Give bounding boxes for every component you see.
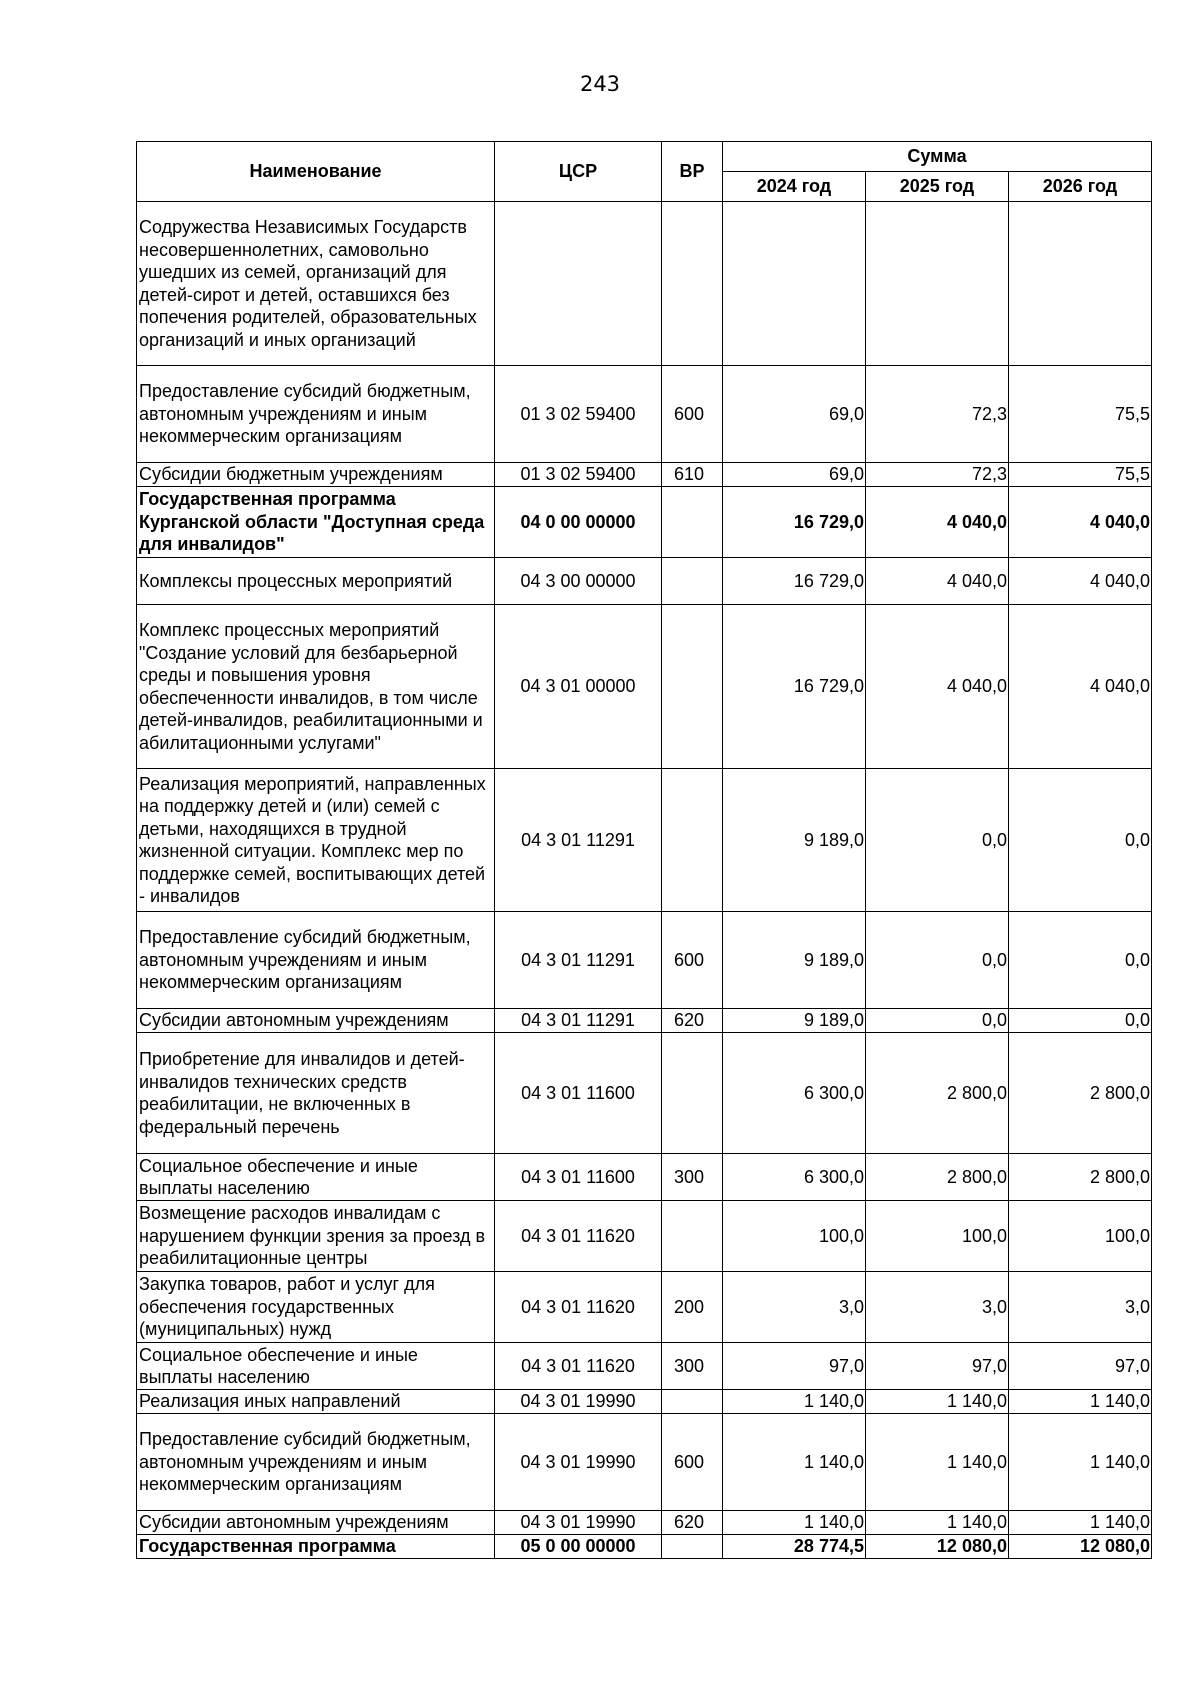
cell-2026: 100,0 xyxy=(1009,1201,1152,1272)
cell-name: Предоставление субсидий бюджетным, автономным учреждениям и иным некоммерческим организациям xyxy=(137,1414,495,1511)
header-csr: ЦСР xyxy=(495,142,662,202)
cell-vr: 610 xyxy=(662,463,723,487)
table-row xyxy=(137,1535,1152,1559)
cell-vr xyxy=(662,558,723,605)
header-year-2026: 2026 год xyxy=(1009,172,1152,202)
cell-2026: 2 800,0 xyxy=(1009,1033,1152,1154)
cell-csr: 04 3 01 11600 xyxy=(495,1033,662,1154)
table-row xyxy=(137,1154,1152,1201)
cell-vr xyxy=(662,769,723,912)
cell-2025: 1 140,0 xyxy=(866,1511,1009,1535)
cell-csr: 04 3 01 00000 xyxy=(495,605,662,769)
cell-2024: 100,0 xyxy=(723,1201,866,1272)
header-year-2025: 2025 год xyxy=(866,172,1009,202)
cell-2026: 97,0 xyxy=(1009,1343,1152,1390)
cell-2025: 97,0 xyxy=(866,1343,1009,1390)
cell-2025: 4 040,0 xyxy=(866,558,1009,605)
cell-2026: 75,5 xyxy=(1009,463,1152,487)
cell-2024: 1 140,0 xyxy=(723,1511,866,1535)
cell-name: Социальное обеспечение и иные выплаты населению xyxy=(137,1343,495,1390)
cell-2025: 100,0 xyxy=(866,1201,1009,1272)
cell-csr: 04 0 00 00000 xyxy=(495,487,662,558)
cell-vr xyxy=(662,1390,723,1414)
cell-2025: 4 040,0 xyxy=(866,605,1009,769)
table-row xyxy=(137,1511,1152,1535)
cell-2025: 4 040,0 xyxy=(866,487,1009,558)
cell-2026: 0,0 xyxy=(1009,1009,1152,1033)
cell-2025: 72,3 xyxy=(866,366,1009,463)
cell-name: Субсидии автономным учреждениям xyxy=(137,1511,495,1535)
table-row xyxy=(137,558,1152,605)
table-row xyxy=(137,366,1152,463)
cell-vr xyxy=(662,1201,723,1272)
cell-2026: 2 800,0 xyxy=(1009,1154,1152,1201)
cell-csr: 04 3 01 19990 xyxy=(495,1414,662,1511)
page-number: 243 xyxy=(579,72,621,96)
cell-csr xyxy=(495,202,662,366)
cell-vr: 300 xyxy=(662,1343,723,1390)
cell-name: Реализация иных направлений xyxy=(137,1390,495,1414)
cell-2024: 69,0 xyxy=(723,463,866,487)
cell-csr: 04 3 01 11620 xyxy=(495,1343,662,1390)
cell-2026: 0,0 xyxy=(1009,912,1152,1009)
cell-vr xyxy=(662,202,723,366)
cell-2026: 4 040,0 xyxy=(1009,605,1152,769)
cell-2025: 12 080,0 xyxy=(866,1535,1009,1559)
cell-csr: 05 0 00 00000 xyxy=(495,1535,662,1559)
cell-2024: 28 774,5 xyxy=(723,1535,866,1559)
cell-csr: 04 3 01 19990 xyxy=(495,1390,662,1414)
cell-vr: 600 xyxy=(662,1414,723,1511)
cell-vr: 620 xyxy=(662,1009,723,1033)
cell-2025: 3,0 xyxy=(866,1272,1009,1343)
cell-name: Реализация мероприятий, направленных на поддержку детей и (или) семей с детьми, находящихся в трудной жизненной ситуации. Комплекс мер по поддержке семей, воспитывающих детей - инвалидов xyxy=(137,769,495,912)
cell-csr: 04 3 01 11620 xyxy=(495,1201,662,1272)
table-row xyxy=(137,605,1152,769)
table-row xyxy=(137,487,1152,558)
cell-name: Государственная программа Курганской области "Доступная среда для инвалидов" xyxy=(137,487,495,558)
cell-name: Приобретение для инвалидов и детей-инвалидов технических средств реабилитации, не включенных в федеральный перечень xyxy=(137,1033,495,1154)
cell-2026: 4 040,0 xyxy=(1009,558,1152,605)
cell-2024: 1 140,0 xyxy=(723,1390,866,1414)
cell-name: Государственная программа xyxy=(137,1535,495,1559)
cell-2025: 0,0 xyxy=(866,912,1009,1009)
cell-csr: 04 3 01 11620 xyxy=(495,1272,662,1343)
cell-csr: 04 3 00 00000 xyxy=(495,558,662,605)
cell-2025: 1 140,0 xyxy=(866,1414,1009,1511)
cell-csr: 04 3 01 11291 xyxy=(495,912,662,1009)
cell-2026: 75,5 xyxy=(1009,366,1152,463)
cell-csr: 04 3 01 11291 xyxy=(495,1009,662,1033)
cell-name: Предоставление субсидий бюджетным, автономным учреждениям и иным некоммерческим организациям xyxy=(137,912,495,1009)
table-row xyxy=(137,1033,1152,1154)
cell-2024: 9 189,0 xyxy=(723,769,866,912)
table-body xyxy=(137,202,1152,1559)
table-row xyxy=(137,1390,1152,1414)
header-name: Наименование xyxy=(137,142,495,202)
cell-2025: 72,3 xyxy=(866,463,1009,487)
cell-name: Комплексы процессных мероприятий xyxy=(137,558,495,605)
table-row xyxy=(137,202,1152,366)
cell-2026: 0,0 xyxy=(1009,769,1152,912)
cell-name: Закупка товаров, работ и услуг для обеспечения государственных (муниципальных) нужд xyxy=(137,1272,495,1343)
cell-2026: 3,0 xyxy=(1009,1272,1152,1343)
table-row xyxy=(137,1272,1152,1343)
cell-name: Социальное обеспечение и иные выплаты населению xyxy=(137,1154,495,1201)
budget-table xyxy=(136,141,1152,1559)
cell-2024: 1 140,0 xyxy=(723,1414,866,1511)
table-row xyxy=(137,769,1152,912)
cell-name: Комплекс процессных мероприятий "Создание условий для безбарьерной среды и повышения уровня обеспеченности инвалидов, в том числе детей-инвалидов, реабилитационными и абилитационными услугами" xyxy=(137,605,495,769)
table-row xyxy=(137,1201,1152,1272)
cell-2024: 16 729,0 xyxy=(723,558,866,605)
cell-2026: 1 140,0 xyxy=(1009,1390,1152,1414)
cell-2025 xyxy=(866,202,1009,366)
cell-2024: 16 729,0 xyxy=(723,605,866,769)
cell-2024: 6 300,0 xyxy=(723,1154,866,1201)
cell-vr xyxy=(662,1033,723,1154)
cell-vr xyxy=(662,605,723,769)
cell-2024 xyxy=(723,202,866,366)
header-sum: Сумма xyxy=(723,142,1152,172)
cell-csr: 01 3 02 59400 xyxy=(495,463,662,487)
cell-2024: 9 189,0 xyxy=(723,1009,866,1033)
cell-2025: 0,0 xyxy=(866,769,1009,912)
cell-2026: 1 140,0 xyxy=(1009,1414,1152,1511)
header-vr: ВР xyxy=(662,142,723,202)
header-year-2024: 2024 год xyxy=(723,172,866,202)
table-row xyxy=(137,1414,1152,1511)
cell-name: Возмещение расходов инвалидам с нарушением функции зрения за проезд в реабилитационные центры xyxy=(137,1201,495,1272)
cell-vr: 620 xyxy=(662,1511,723,1535)
table-row xyxy=(137,912,1152,1009)
cell-vr xyxy=(662,1535,723,1559)
cell-vr: 600 xyxy=(662,912,723,1009)
cell-2026: 1 140,0 xyxy=(1009,1511,1152,1535)
cell-name: Субсидии бюджетным учреждениям xyxy=(137,463,495,487)
cell-2025: 0,0 xyxy=(866,1009,1009,1033)
cell-name: Предоставление субсидий бюджетным, автономным учреждениям и иным некоммерческим организациям xyxy=(137,366,495,463)
cell-2026 xyxy=(1009,202,1152,366)
cell-2024: 9 189,0 xyxy=(723,912,866,1009)
cell-2024: 6 300,0 xyxy=(723,1033,866,1154)
cell-csr: 04 3 01 11291 xyxy=(495,769,662,912)
cell-name: Содружества Независимых Государств несовершеннолетних, самовольно ушедших из семей, организаций для детей-сирот и детей, оставшихся без попечения родителей, образовательных организаций и иных организаций xyxy=(137,202,495,366)
cell-vr: 300 xyxy=(662,1154,723,1201)
cell-2024: 3,0 xyxy=(723,1272,866,1343)
cell-2026: 12 080,0 xyxy=(1009,1535,1152,1559)
cell-2025: 2 800,0 xyxy=(866,1154,1009,1201)
cell-vr: 600 xyxy=(662,366,723,463)
table-row xyxy=(137,1343,1152,1390)
cell-2025: 2 800,0 xyxy=(866,1033,1009,1154)
cell-2024: 97,0 xyxy=(723,1343,866,1390)
cell-vr xyxy=(662,487,723,558)
cell-2025: 1 140,0 xyxy=(866,1390,1009,1414)
cell-name: Субсидии автономным учреждениям xyxy=(137,1009,495,1033)
table-row xyxy=(137,463,1152,487)
cell-2024: 16 729,0 xyxy=(723,487,866,558)
cell-2026: 4 040,0 xyxy=(1009,487,1152,558)
cell-csr: 04 3 01 19990 xyxy=(495,1511,662,1535)
cell-vr: 200 xyxy=(662,1272,723,1343)
table-row xyxy=(137,1009,1152,1033)
cell-2024: 69,0 xyxy=(723,366,866,463)
cell-csr: 04 3 01 11600 xyxy=(495,1154,662,1201)
cell-csr: 01 3 02 59400 xyxy=(495,366,662,463)
